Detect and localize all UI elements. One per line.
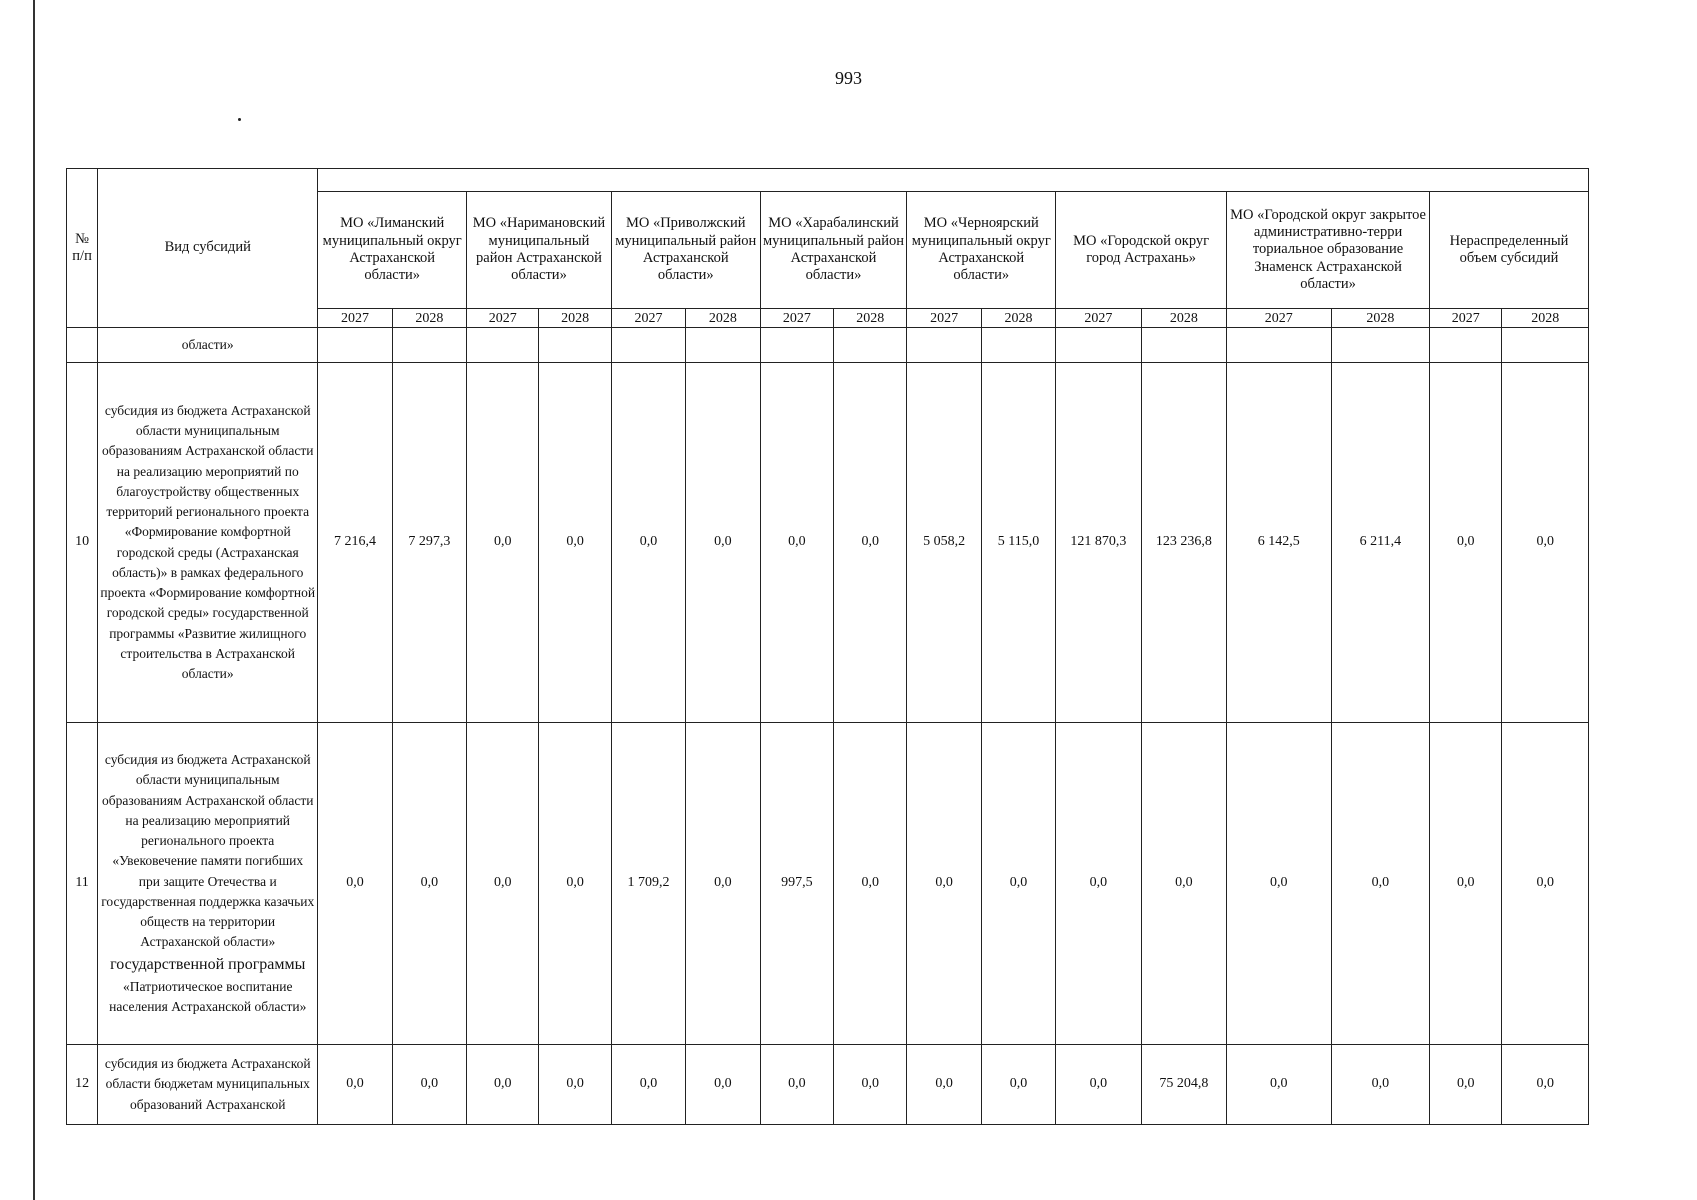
subsidy-table [66, 168, 1589, 1125]
year-2027: 2027 [1227, 309, 1332, 328]
header-unallocated: Нераспределенный объем субсидий [1430, 192, 1589, 309]
value-cell: 0,0 [1227, 1045, 1332, 1125]
value-cell: 997,5 [760, 723, 833, 1045]
row-number: 11 [67, 723, 98, 1045]
row-subsidy-text: субсидия из бюджета Астраханской области бюджетам муниципальных образований Астраханской [98, 1045, 318, 1125]
header-mo-kharabalinsky: МО «Харабалинский муниципальный район Астраханской области» [760, 192, 907, 309]
value-cell: 7 216,4 [318, 363, 392, 723]
value-cell: 5 115,0 [981, 363, 1055, 723]
value-cell: 0,0 [981, 723, 1055, 1045]
value-cell: 0,0 [1430, 1045, 1502, 1125]
year-2027: 2027 [907, 309, 981, 328]
value-cell: 0,0 [760, 363, 833, 723]
value-cell: 0,0 [467, 1045, 539, 1125]
value-cell: 0,0 [1502, 363, 1589, 723]
value-cell: 0,0 [1141, 723, 1226, 1045]
year-2027: 2027 [611, 309, 685, 328]
value-cell: 0,0 [907, 1045, 981, 1125]
value-cell: 0,0 [1331, 1045, 1430, 1125]
value-cell: 0,0 [318, 1045, 392, 1125]
row-number: 12 [67, 1045, 98, 1125]
value-cell: 7 297,3 [392, 363, 466, 723]
value-cell: 0,0 [1430, 723, 1502, 1045]
row-subsidy-text [98, 723, 318, 1045]
row-subsidy-text-part: субсидия из бюджета Астраханской области муниципальным образованиям Астраханской области на реализацию мероприятий регионального проекта «Увековечение памяти погибших при защите Отечества и государственная поддержка казачьих обществ на территории Астраханской области» [101, 752, 315, 950]
header-top-row [67, 169, 1589, 192]
year-2028: 2028 [1331, 309, 1430, 328]
year-2028: 2028 [1502, 309, 1589, 328]
year-2028: 2028 [392, 309, 466, 328]
row-number: 10 [67, 363, 98, 723]
value-cell: 0,0 [1502, 1045, 1589, 1125]
value-cell: 5 058,2 [907, 363, 981, 723]
header-blank-band [318, 169, 1589, 192]
year-2028: 2028 [981, 309, 1055, 328]
header-mo-limansky: МО «Лиманский муниципальный округ Астраханской области» [318, 192, 467, 309]
header-num: № п/п [67, 169, 98, 328]
value-cell: 0,0 [686, 1045, 760, 1125]
value-cell: 0,0 [539, 1045, 611, 1125]
value-cell: 0,0 [392, 1045, 466, 1125]
value-cell: 0,0 [392, 723, 466, 1045]
header-mo-narimanovsky: МО «Наримановский муниципальный район Астраханской области» [467, 192, 612, 309]
continuation-row [67, 328, 1589, 363]
table-row [67, 1045, 1589, 1125]
year-2027: 2027 [760, 309, 833, 328]
value-cell: 0,0 [467, 723, 539, 1045]
value-cell: 0,0 [907, 723, 981, 1045]
value-cell: 0,0 [834, 723, 907, 1045]
value-cell: 123 236,8 [1141, 363, 1226, 723]
table-row [67, 363, 1589, 723]
value-cell: 0,0 [611, 363, 685, 723]
year-2028: 2028 [834, 309, 907, 328]
value-cell: 0,0 [539, 363, 611, 723]
value-cell: 0,0 [834, 1045, 907, 1125]
value-cell: 6 211,4 [1331, 363, 1430, 723]
header-mo-znamensk: МО «Городской округ закрытое административно-терри ториальное образование Знаменск Астраханской области» [1227, 192, 1430, 309]
value-cell: 0,0 [1056, 723, 1141, 1045]
value-cell: 0,0 [611, 1045, 685, 1125]
header-mo-chernoyarsky: МО «Черноярский муниципальный округ Астраханской области» [907, 192, 1056, 309]
value-cell: 0,0 [760, 1045, 833, 1125]
year-2028: 2028 [686, 309, 760, 328]
header-mo-privolzhsky: МО «Приволжский муниципальный район Астраханской области» [611, 192, 760, 309]
year-2027: 2027 [318, 309, 392, 328]
row-subsidy-text: субсидия из бюджета Астраханской области муниципальным образованиям Астраханской области на реализацию мероприятий по благоустройству общественных территорий регионального проекта «Формирование комфортной городской среды (Астраханская область)» в рамках федерального проекта «Формирование комфортной городской среды» государственной программы «Развитие жилищного строительства в Астраханской области» [98, 363, 318, 723]
year-2028: 2028 [539, 309, 611, 328]
header-mo-astrakhan-city: МО «Городской округ город Астрахань» [1056, 192, 1227, 309]
table-row [67, 723, 1589, 1045]
value-cell: 0,0 [1056, 1045, 1141, 1125]
value-cell: 0,0 [467, 363, 539, 723]
year-2027: 2027 [1056, 309, 1141, 328]
value-cell: 121 870,3 [1056, 363, 1141, 723]
value-cell: 0,0 [834, 363, 907, 723]
value-cell: 1 709,2 [611, 723, 685, 1045]
continuation-num [67, 328, 98, 363]
continuation-text: области» [98, 328, 318, 363]
value-cell: 0,0 [1502, 723, 1589, 1045]
value-cell: 6 142,5 [1227, 363, 1332, 723]
row-subsidy-text-part: «Патриотическое воспитание населения Астраханской области» [109, 978, 307, 1014]
year-2027: 2027 [1430, 309, 1502, 328]
page-number: 993 [835, 68, 862, 88]
header-subsidy-type: Вид субсидий [98, 169, 318, 328]
year-2028: 2028 [1141, 309, 1226, 328]
value-cell: 0,0 [686, 363, 760, 723]
value-cell: 0,0 [1331, 723, 1430, 1045]
binding-line [33, 0, 35, 1200]
value-cell: 0,0 [1430, 363, 1502, 723]
value-cell: 0,0 [539, 723, 611, 1045]
value-cell: 0,0 [1227, 723, 1332, 1045]
value-cell: 0,0 [318, 723, 392, 1045]
row-subsidy-text-part: государственной программы [110, 955, 306, 973]
value-cell: 0,0 [981, 1045, 1055, 1125]
year-2027: 2027 [467, 309, 539, 328]
scan-speck [238, 118, 241, 121]
value-cell: 75 204,8 [1141, 1045, 1226, 1125]
value-cell: 0,0 [686, 723, 760, 1045]
